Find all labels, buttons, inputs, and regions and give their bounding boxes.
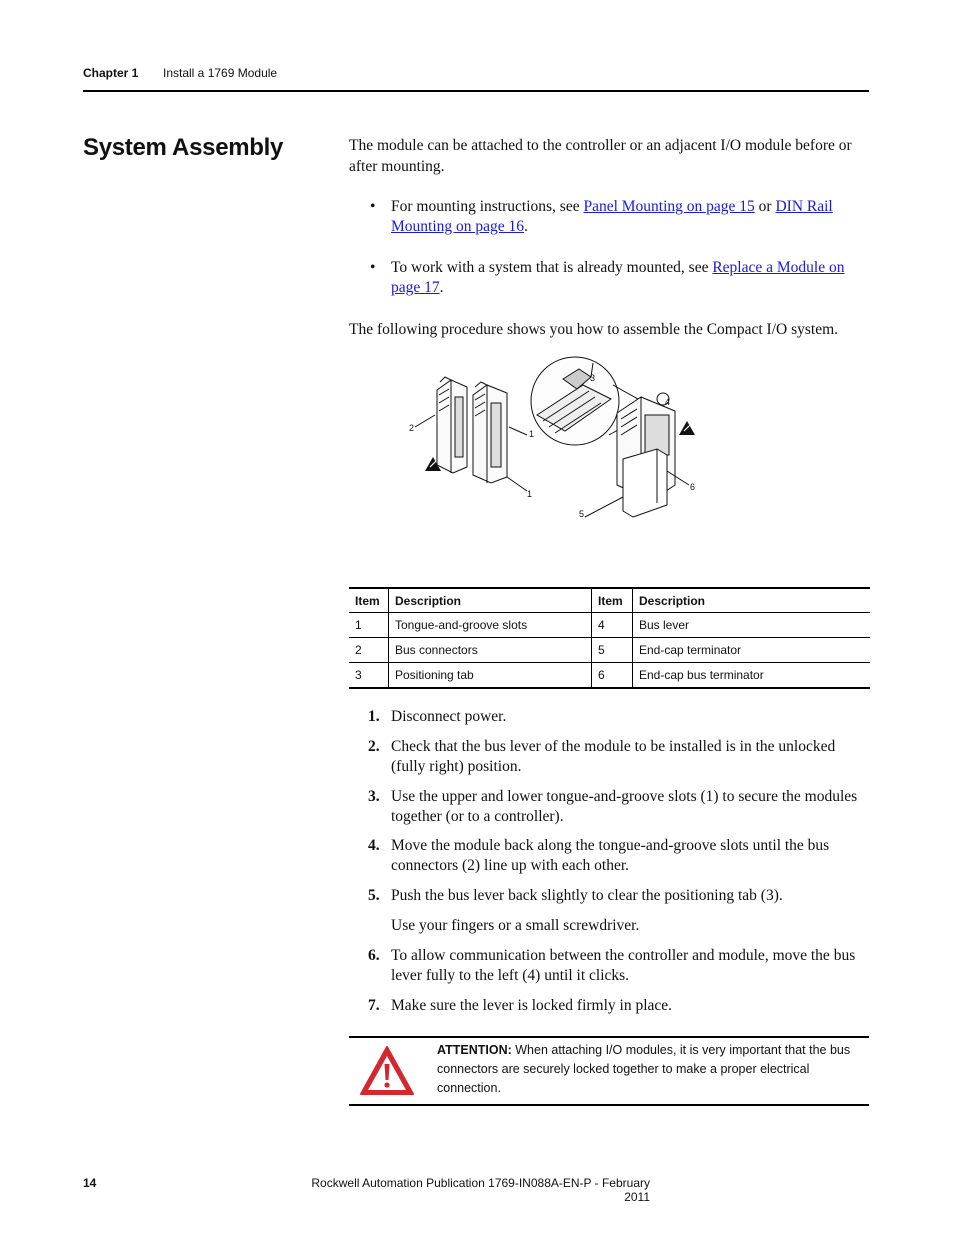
procedure-step: [349, 946, 871, 986]
callout-1: 1: [529, 429, 535, 439]
callout-2: 2: [409, 423, 415, 433]
step-text: Check that the bus lever of the module to be installed is in the unlocked (fully right) position.: [391, 738, 836, 775]
item-cell: 4: [592, 613, 633, 638]
column-header-item: Item: [355, 593, 380, 608]
publication-info: Rockwell Automation Publication 1769-IN088A-EN-P - February 2011: [311, 1176, 650, 1204]
attention-box: [349, 1036, 869, 1106]
step-note: [349, 916, 871, 936]
step-number: 2.: [368, 738, 380, 755]
description-cell: Bus connectors: [389, 638, 592, 663]
callout-5: 5: [579, 509, 585, 519]
bullet-mounted-system: [349, 258, 869, 298]
procedure-step: [349, 737, 871, 777]
procedure-step: [349, 787, 871, 827]
figure-legend-table: [349, 587, 870, 689]
chapter-label: Chapter 1: [83, 66, 139, 80]
callout-1: 1: [527, 489, 533, 499]
bullet-mounting-instructions: [349, 197, 869, 237]
table-row: [349, 663, 870, 689]
column-header-description: Description: [633, 588, 871, 613]
step-text: Push the bus lever back slightly to clear the positioning tab (3).: [391, 887, 783, 904]
link-din-rail-mounting[interactable]: DIN Rail Mounting on page 16: [391, 198, 833, 235]
warning-triangle-icon: [358, 1044, 416, 1098]
step-text: Disconnect power.: [391, 708, 507, 725]
step-text: Make sure the lever is locked firmly in place.: [391, 997, 673, 1014]
page-header: [83, 66, 869, 92]
description-cell: Bus lever: [633, 613, 871, 638]
esd-warning-icon: [679, 421, 695, 435]
item-cell: 2: [355, 643, 362, 657]
step-number: 3.: [368, 788, 380, 805]
table-header-row: [349, 588, 870, 613]
bullet-text: For mounting instructions, see Panel Mounting on page 15 or DIN Rail Mounting on page 16.: [391, 198, 833, 235]
link-panel-mounting[interactable]: Panel Mounting on page 15: [583, 198, 755, 215]
description-cell: Positioning tab: [389, 663, 592, 689]
step-number: 7.: [368, 997, 380, 1014]
step-text: Use the upper and lower tongue-and-groove slots (1) to secure the modules together (or to a controller).: [391, 788, 858, 825]
table-row: [349, 638, 870, 663]
step-number: 6.: [368, 947, 380, 964]
section-title: System Assembly: [83, 134, 284, 161]
chapter-title: Install a 1769 Module: [163, 66, 278, 80]
procedure-step: [349, 886, 871, 906]
link-replace-module[interactable]: Replace a Module on page 17: [391, 259, 845, 296]
procedure-step: [349, 996, 871, 1016]
column-header-item: Item: [592, 588, 633, 613]
bullet-text: To work with a system that is already mounted, see Replace a Module on page 17.: [391, 259, 845, 296]
description-cell: Tongue-and-groove slots: [389, 613, 592, 638]
table-row: [349, 613, 870, 638]
assembly-illustration: [405, 355, 705, 525]
item-cell: 1: [355, 618, 362, 632]
page-number: 14: [83, 1176, 97, 1190]
attention-message: When attaching I/O modules, it is very important that the bus connectors are securely locked together to make a proper electrical connection.: [437, 1043, 851, 1095]
callout-6: 6: [690, 482, 696, 492]
procedure-step: [349, 836, 871, 876]
attention-label: ATTENTION:: [437, 1043, 512, 1057]
step-number: 4.: [368, 837, 380, 854]
item-cell: 5: [592, 638, 633, 663]
description-cell: End-cap terminator: [633, 638, 871, 663]
bullet-dot: •: [370, 198, 376, 215]
procedure-step: [349, 707, 871, 727]
column-header-description: Description: [389, 588, 592, 613]
procedure-intro: The following procedure shows you how to assemble the Compact I/O system.: [349, 321, 839, 338]
item-cell: 6: [592, 663, 633, 689]
attention-text: [437, 1041, 857, 1098]
step-text: Move the module back along the tongue-and-groove slots until the bus connectors (2) line up with each other.: [391, 837, 830, 874]
description-cell: End-cap bus terminator: [633, 663, 871, 689]
step-number: 1.: [368, 708, 380, 725]
callout-4: 4: [665, 397, 671, 407]
item-cell: 3: [355, 668, 362, 682]
bullet-dot: •: [370, 259, 376, 276]
assembly-figure: [405, 355, 705, 525]
intro-paragraph: The module can be attached to the controller or an adjacent I/O module before or after mounting.: [349, 137, 852, 175]
step-number: 5.: [368, 887, 380, 904]
step-text: To allow communication between the controller and module, move the bus lever fully to the left (4) until it clicks.: [391, 947, 856, 984]
callout-3: 3: [590, 373, 596, 383]
step-note-text: Use your fingers or a small screwdriver.: [391, 917, 640, 934]
